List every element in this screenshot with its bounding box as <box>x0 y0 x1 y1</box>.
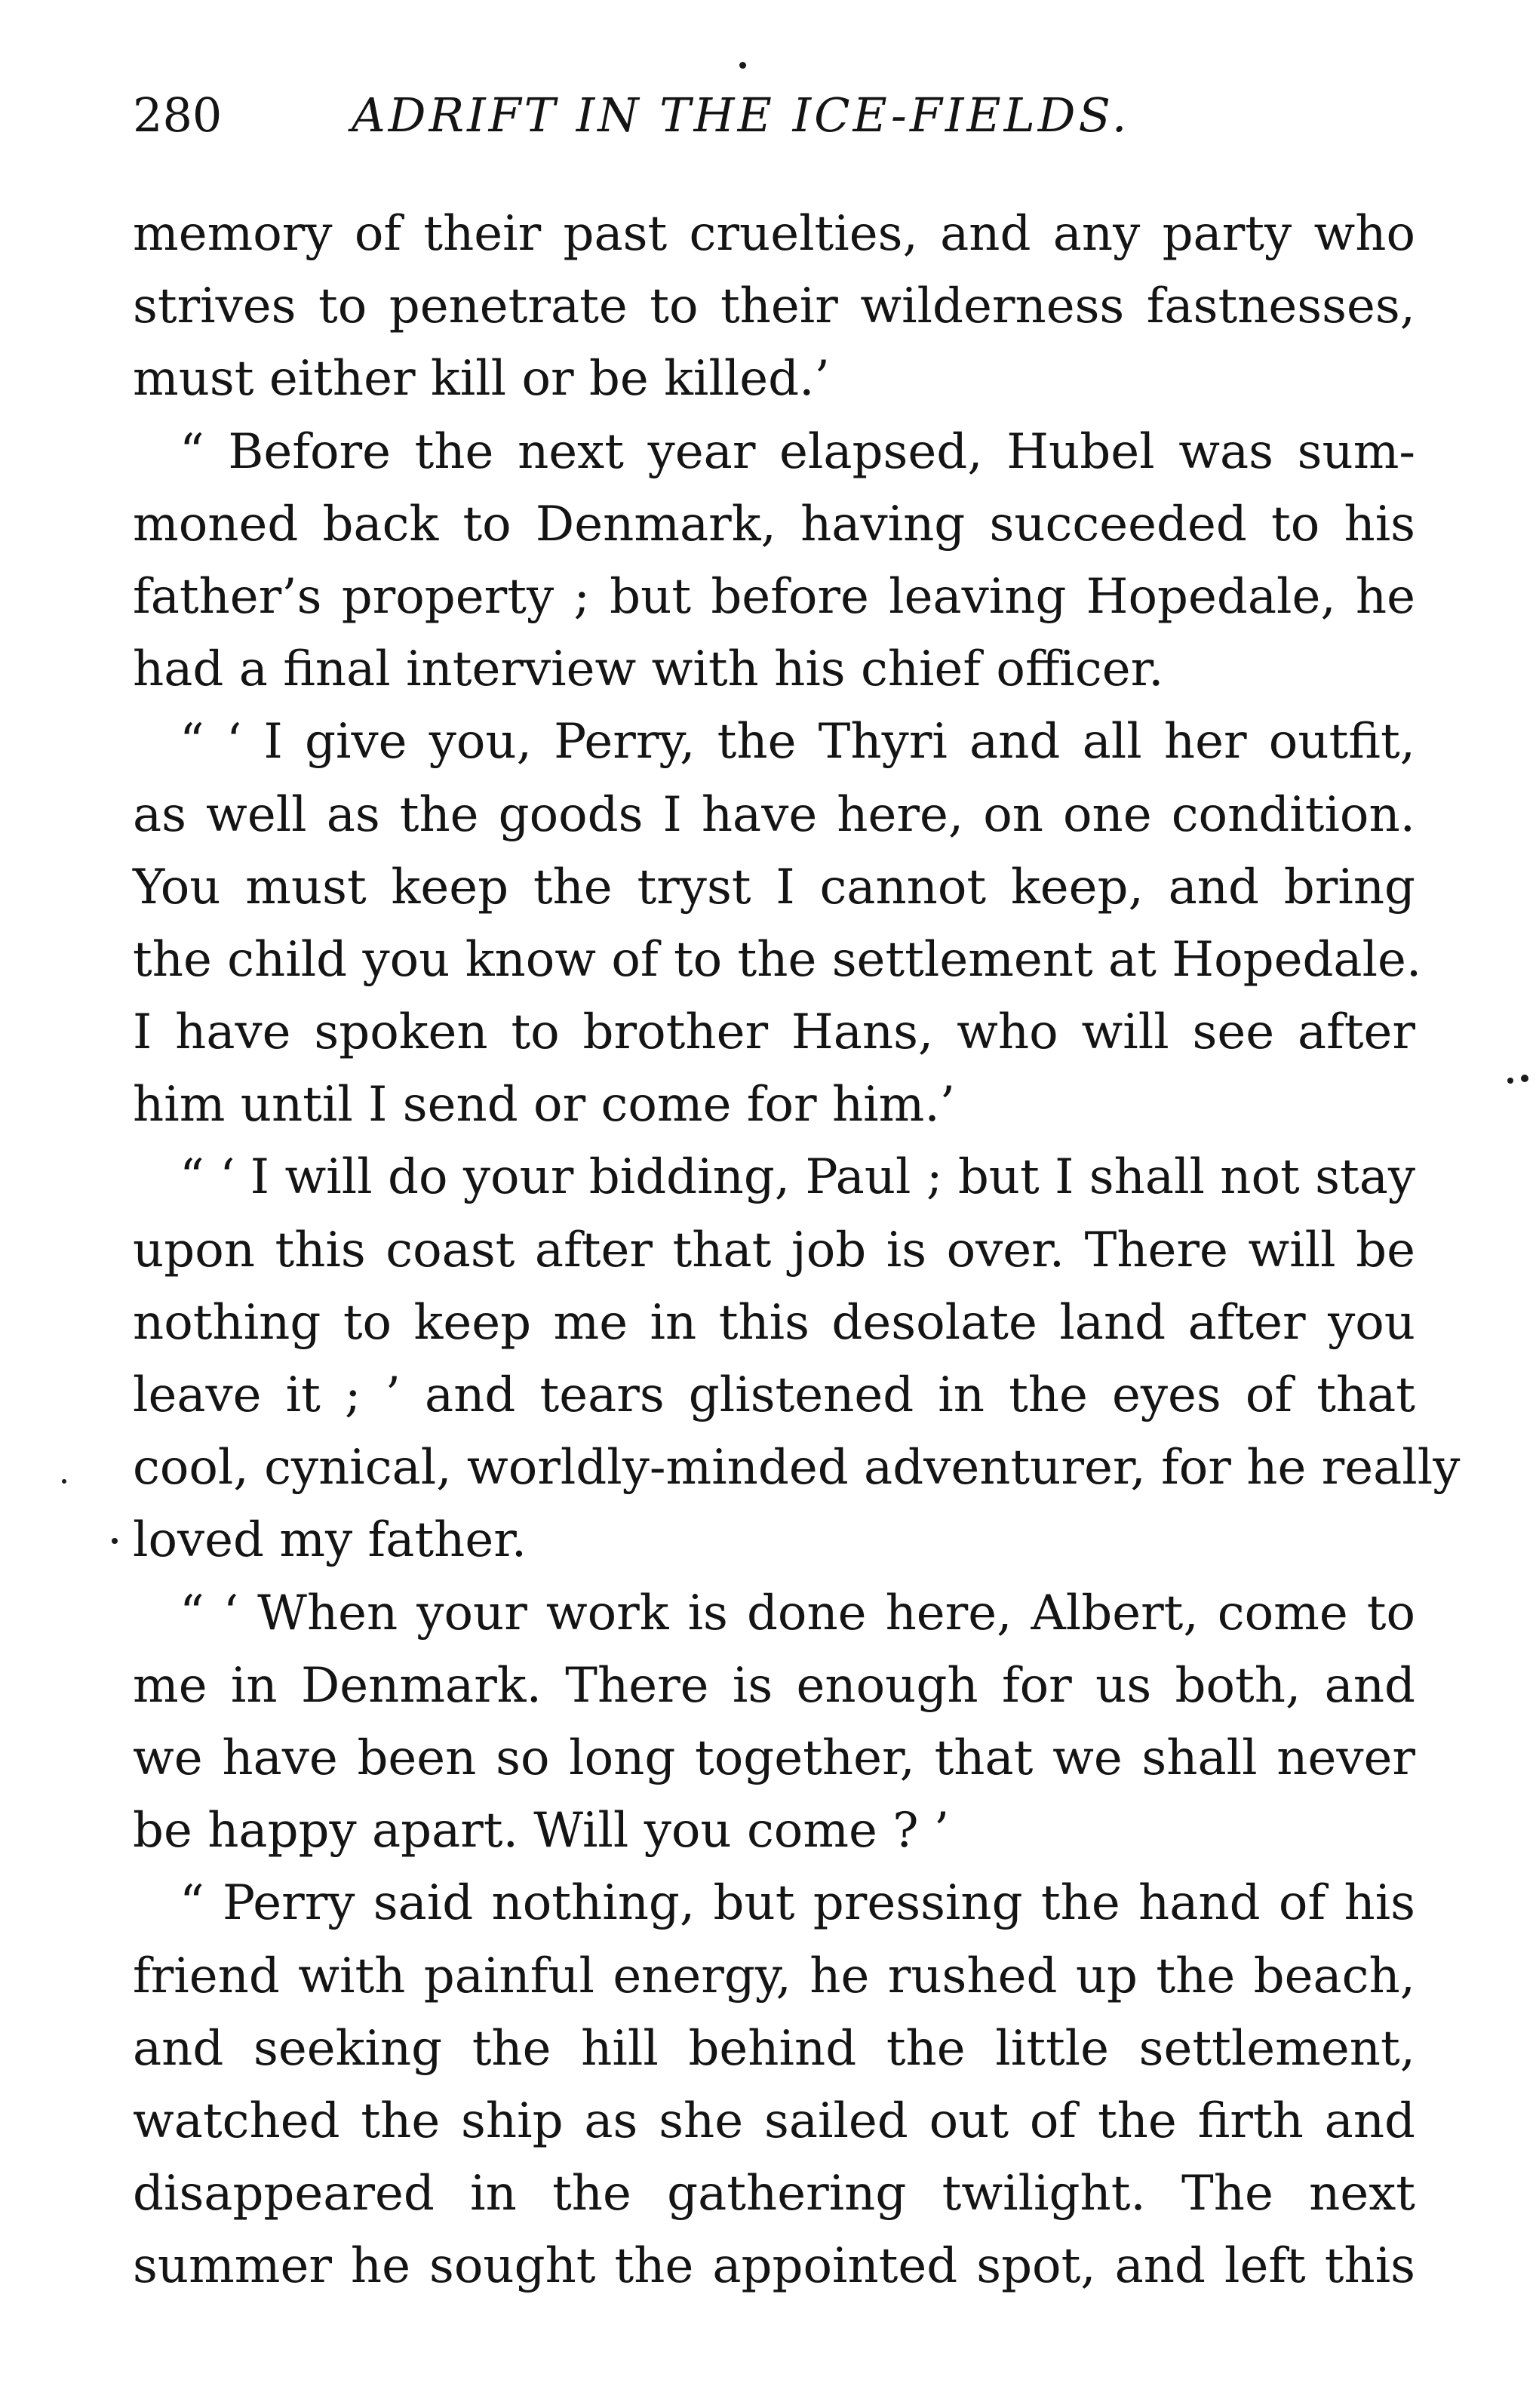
text-line: cool, cynical, worldly-minded adventurer, for he really <box>133 1440 1461 1496</box>
text-line: the child you know of to the settlement at Hopedale. <box>133 931 1422 988</box>
text-line: loved my father. <box>133 1512 527 1569</box>
text-line: friend with painful energy, he rushed up the beach, <box>133 1948 1415 2004</box>
text-line: “ Perry said nothing, but pressing the hand of his <box>180 1875 1415 1932</box>
text-line: must either kill or be killed.’ <box>133 351 830 407</box>
text-line: I have spoken to brother Hans, who will see after <box>133 1004 1415 1061</box>
ink-speck <box>1507 1078 1513 1084</box>
text-line: be happy apart. Will you come ? ’ <box>133 1803 950 1859</box>
body-text <box>133 198 1461 2302</box>
text-line: father’s property ; but before leaving Hopedale, he <box>133 568 1415 625</box>
page-header <box>133 81 1415 149</box>
text-line: “ ‘ When your work is done here, Albert, come to <box>180 1585 1415 1641</box>
text-line: had a final interview with his chief officer. <box>133 641 1164 698</box>
ink-speck <box>1521 1075 1528 1082</box>
text-line: moned back to Denmark, having succeeded to his <box>133 496 1415 552</box>
text-line: “ ‘ I will do your bidding, Paul ; but I shall not stay <box>180 1149 1415 1206</box>
ink-speck <box>112 1538 118 1544</box>
text-line: “ Before the next year elapsed, Hubel was sum- <box>180 423 1415 480</box>
text-line: him until I send or come for him.’ <box>133 1077 955 1133</box>
text-line: and seeking the hill behind the little settlement, <box>133 2020 1415 2077</box>
text-line: nothing to keep me in this desolate land after you <box>133 1294 1415 1351</box>
running-title: ADRIFT IN THE ICE-FIELDS. <box>352 88 1130 143</box>
text-line: summer he sought the appointed spot, and left this <box>133 2238 1415 2295</box>
text-line: as well as the goods I have here, on one condition. <box>133 786 1415 843</box>
text-line: You must keep the tryst I cannot keep, and bring <box>133 859 1415 915</box>
ink-speck <box>739 62 746 69</box>
text-line: upon this coast after that job is over. There will be <box>133 1222 1415 1278</box>
text-line: memory of their past cruelties, and any party who <box>133 206 1415 262</box>
text-line: we have been so long together, that we shall never <box>133 1730 1415 1786</box>
text-line: disappeared in the gathering twilight. The next <box>133 2166 1415 2222</box>
text-line: me in Denmark. There is enough for us both, and <box>133 1657 1415 1714</box>
page-number: 280 <box>133 88 223 143</box>
text-line: leave it ; ’ and tears glistened in the eyes of that <box>133 1367 1415 1423</box>
text-line: “ ‘ I give you, Perry, the Thyri and all her outfit, <box>180 714 1415 770</box>
text-line: strives to penetrate to their wilderness fastnesses, <box>133 278 1415 335</box>
text-line: watched the ship as she sailed out of the firth and <box>133 2093 1415 2149</box>
ink-speck <box>62 1479 66 1484</box>
